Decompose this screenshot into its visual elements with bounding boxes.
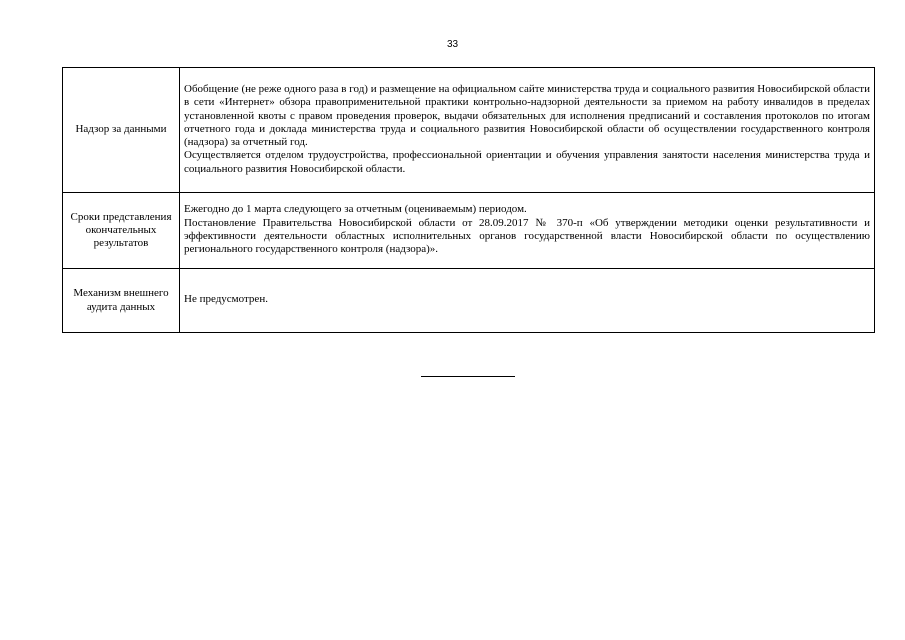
table-row-result-deadlines [63, 193, 875, 269]
page-number: 33 [446, 39, 459, 50]
paragraph-annual-deadline: Ежегодно до 1 марта следующего за отчетным (оцениваемым) периодом. [184, 203, 527, 216]
paragraph-publication: Обобщение (не реже одного раза в год) и размещение на официальном сайте министерства труда и социального развития Новосибирской области в сети «Интернет» обзора правоприменительной практики контрольно-надзорной деятельности за приемом на работу инвалидов в пределах установленной квоты с правом проведения проверок, выдачи обязательных для исполнения предписаний и составления протоколов по итогам отчетного года и доклада министерства труда и социального развития Новосибирской области об осуществлении государственного контроля (надзора) за отчетный год. [184, 82, 870, 149]
row-content-external-audit [180, 269, 875, 333]
paragraph-responsible-department: Осуществляется отделом трудоустройства, профессиональной ориентации и обучения управления занятости населения министерства труда и социального развития Новосибирской области. [184, 149, 870, 175]
indicator-passport-table [62, 67, 875, 333]
row-label-result-deadlines: Сроки представления окончательных результатов [63, 193, 180, 269]
table-row-external-audit [63, 269, 875, 333]
end-of-document-line [421, 376, 515, 377]
row-content-result-deadlines [180, 193, 875, 269]
row-label-data-supervision: Надзор за данными [63, 68, 180, 193]
paragraph-regulation-reference: Постановление Правительства Новосибирской области от 28.09.2017 № 370-п «Об утверждении методики оценки результативности и эффективности деятельности областных исполнительных органов государственной власти Новосибирской области по осуществлению регионального государственного контроля (надзора)». [184, 216, 870, 256]
table-row-data-supervision [63, 68, 875, 193]
row-content-data-supervision [180, 68, 875, 193]
paragraph-audit-mechanism: Не предусмотрен. [184, 293, 268, 306]
row-label-external-audit: Механизм внешнего аудита данных [63, 269, 180, 333]
